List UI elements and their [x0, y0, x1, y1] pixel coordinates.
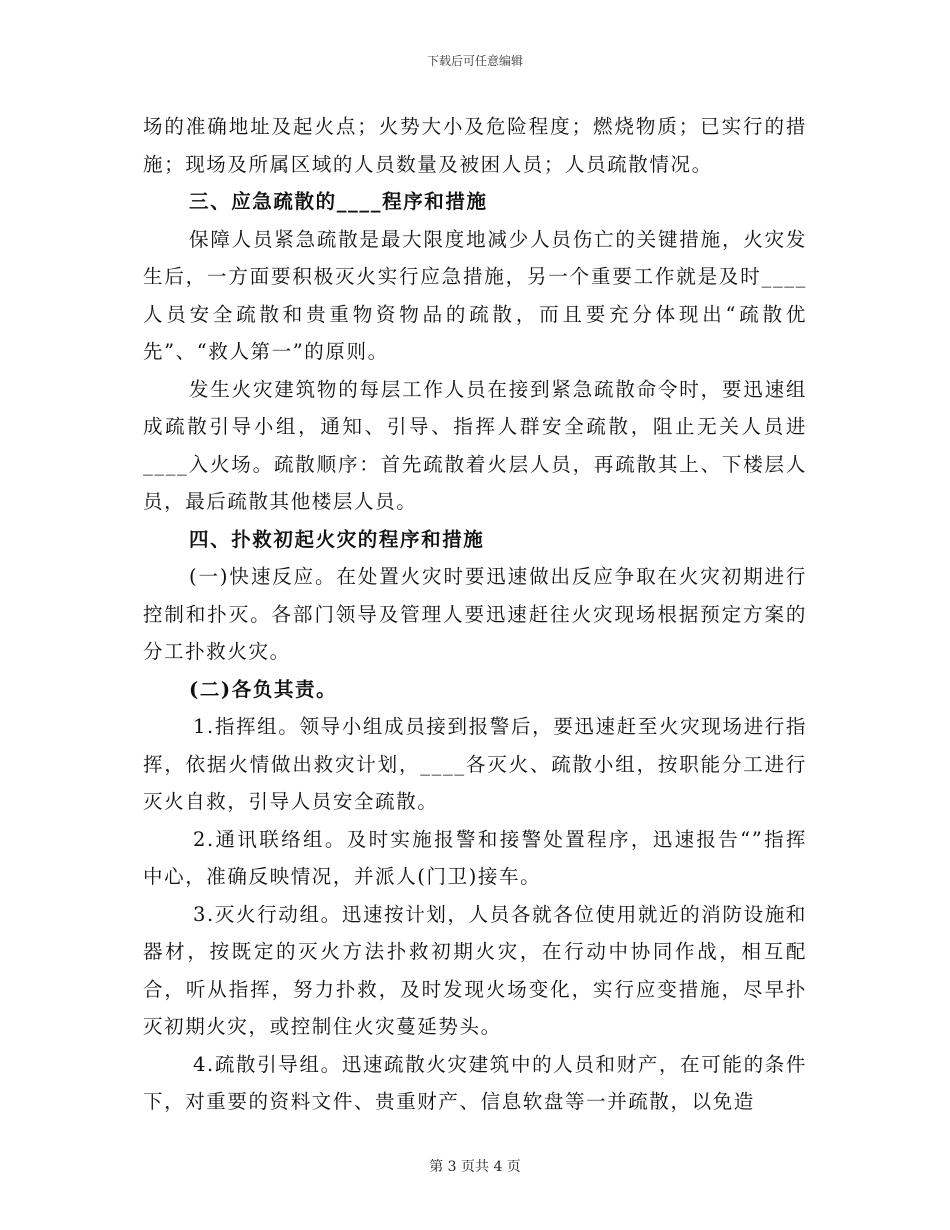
subheading-responsibilities: (二)各负其责。	[189, 677, 338, 701]
paragraph-continuation: 场的准确地址及起火点；火势大小及危险程度；燃烧物质；已实行的措施；现场及所属区域的人员数量及被困人员；人员疏散情况。	[143, 115, 807, 176]
page-footer: 第 3 页共 4 页	[429, 1159, 521, 1175]
section-heading-4: 四、扑救初起火灾的程序和措施	[189, 527, 485, 551]
section-heading-3: 三、应急疏散的____程序和措施	[189, 190, 488, 213]
paragraph-evacuation-order: 发生火灾建筑物的每层工作人员在接到紧急疏散命令时，要迅速组成疏散引导小组，通知、引导、指挥人群安全疏散，阻止无关人员进____入火场。疏散顺序：首先疏散着火层人员，再疏散其上、下楼层人员，最后疏散其他楼层人员。	[143, 377, 807, 513]
paragraph-evacuation-principle: 保障人员紧急疏散是最大限度地减少人员伤亡的关键措施，火灾发生后，一方面要积极灭火实行应急措施，另一个重要工作就是及时____人员安全疏散和贵重物资物品的疏散，而且要充分体现出“疏散优先”、“救人第一”的原则。	[143, 227, 807, 363]
paragraph-quick-response: (一)快速反应。在处置火灾时要迅速做出反应争取在火灾初期进行控制和扑灭。各部门领导及管理人要迅速赶往火灾现场根据预定方案的分工扑救火灾。	[143, 565, 807, 663]
page-header: 下载后可任意编辑	[426, 54, 523, 68]
list-item-communication-group: 2.通讯联络组。及时实施报警和接警处置程序，迅速报告“”指挥中心，准确反映情况，并派人(门卫)接车。	[143, 827, 807, 888]
list-item-command-group: 1.指挥组。领导小组成员接到报警后，要迅速赶至火灾现场进行指挥，依据火情做出救灾计划，____各灭火、疏散小组，按职能分工进行灭火自救，引导人员安全疏散。	[143, 715, 807, 813]
list-item-firefighting-group: 3.灭火行动组。迅速按计划，人员各就各位使用就近的消防设施和器材，按既定的灭火方法扑救初期火灾，在行动中协同作战，相互配合，听从指挥，努力扑救，及时发现火场变化，实行应变措施，尽早扑灭初期火灾，或控制住火灾蔓延势头。	[143, 902, 807, 1038]
document-body	[143, 108, 807, 1121]
list-item-evacuation-group: 4.疏散引导组。迅速疏散火灾建筑中的人员和财产，在可能的条件下，对重要的资料文件、贵重财产、信息软盘等一并疏散，以免造	[143, 1052, 807, 1113]
